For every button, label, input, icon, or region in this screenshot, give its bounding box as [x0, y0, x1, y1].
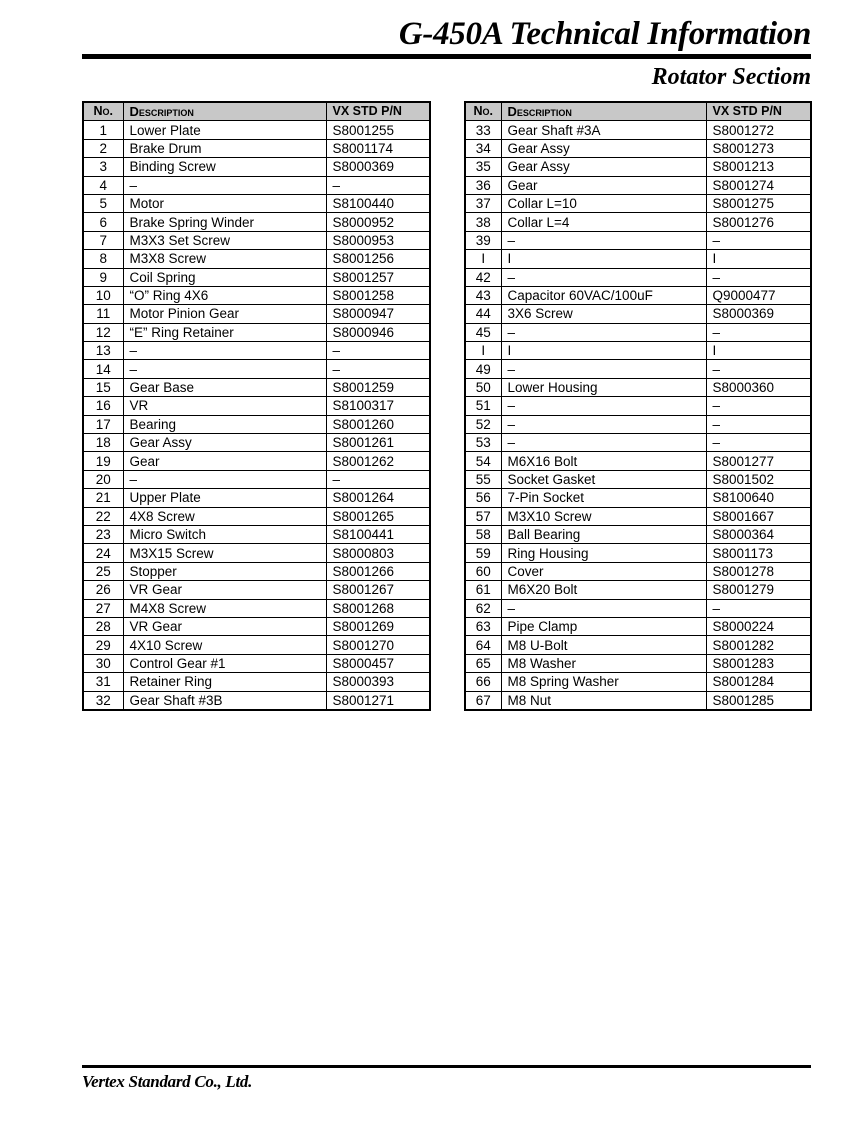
pn-cell: Q9000477 [706, 286, 811, 304]
part-number-cell: 39 [465, 231, 501, 249]
table-row [465, 176, 811, 194]
table-row [465, 342, 811, 360]
part-number-cell: 35 [465, 158, 501, 176]
part-number-cell: 13 [83, 342, 123, 360]
table-row [83, 617, 430, 635]
table-row [465, 158, 811, 176]
pn-cell: S8100640 [706, 489, 811, 507]
table-row [83, 489, 430, 507]
pn-cell: S8001275 [706, 194, 811, 212]
pn-cell: S8100441 [326, 525, 430, 543]
part-number-cell: 44 [465, 305, 501, 323]
pn-cell: S8001284 [706, 673, 811, 691]
description-cell: I [501, 342, 706, 360]
part-number-cell: 17 [83, 415, 123, 433]
table-row [465, 673, 811, 691]
pn-cell: – [706, 323, 811, 341]
table-row [465, 194, 811, 212]
part-number-cell: 9 [83, 268, 123, 286]
part-number-cell: 38 [465, 213, 501, 231]
part-number-cell: 62 [465, 599, 501, 617]
pn-cell: S8001259 [326, 378, 430, 396]
part-number-cell: 65 [465, 654, 501, 672]
description-cell: Gear Assy [501, 139, 706, 157]
pn-cell: S8000952 [326, 213, 430, 231]
pn-cell: S8001261 [326, 434, 430, 452]
part-number-cell: 10 [83, 286, 123, 304]
part-number-cell: 59 [465, 544, 501, 562]
description-cell: Motor [123, 194, 326, 212]
table-row [83, 286, 430, 304]
pn-cell: S8000946 [326, 323, 430, 341]
description-cell: Gear [123, 452, 326, 470]
table-row [465, 581, 811, 599]
part-number-cell: 20 [83, 470, 123, 488]
part-number-cell: 22 [83, 507, 123, 525]
description-cell: Upper Plate [123, 489, 326, 507]
part-number-cell: 54 [465, 452, 501, 470]
pn-cell: – [326, 470, 430, 488]
description-cell: – [501, 323, 706, 341]
part-number-cell: 4 [83, 176, 123, 194]
table-row [83, 415, 430, 433]
part-number-cell: 26 [83, 581, 123, 599]
pn-cell: S8000393 [326, 673, 430, 691]
part-number-cell: I [465, 250, 501, 268]
part-number-cell: 55 [465, 470, 501, 488]
part-number-cell: 27 [83, 599, 123, 617]
footer-rule [82, 1065, 811, 1068]
table-row [465, 139, 811, 157]
pn-cell: S8100317 [326, 397, 430, 415]
pn-cell: – [706, 268, 811, 286]
pn-cell: S8001270 [326, 636, 430, 654]
pn-cell: S8001260 [326, 415, 430, 433]
part-number-cell: 50 [465, 378, 501, 396]
table-row [465, 415, 811, 433]
part-number-cell: 1 [83, 121, 123, 139]
column-header-description: Description [501, 102, 706, 121]
part-number-cell: 24 [83, 544, 123, 562]
section-title: Rotator Sectiom [651, 64, 811, 90]
description-cell: M8 Washer [501, 654, 706, 672]
table-row [83, 158, 430, 176]
pn-cell: S8000457 [326, 654, 430, 672]
table-row [83, 397, 430, 415]
table-row [465, 470, 811, 488]
table-header-row [83, 102, 430, 121]
part-number-cell: 29 [83, 636, 123, 654]
description-cell: M8 U-Bolt [501, 636, 706, 654]
pn-cell: S8001273 [706, 139, 811, 157]
table-row [83, 250, 430, 268]
description-cell: – [501, 599, 706, 617]
header-rule [82, 54, 811, 59]
table-row [465, 434, 811, 452]
pn-cell: S8001268 [326, 599, 430, 617]
table-row [83, 636, 430, 654]
part-number-cell: 16 [83, 397, 123, 415]
description-cell: 3X6 Screw [501, 305, 706, 323]
description-cell: Ball Bearing [501, 525, 706, 543]
description-cell: Motor Pinion Gear [123, 305, 326, 323]
description-cell: – [501, 231, 706, 249]
table-row [83, 323, 430, 341]
part-number-cell: 23 [83, 525, 123, 543]
description-cell: Stopper [123, 562, 326, 580]
pn-cell: S8001262 [326, 452, 430, 470]
description-cell: – [123, 176, 326, 194]
description-cell: M8 Nut [501, 691, 706, 710]
table-row [465, 544, 811, 562]
table-row [83, 139, 430, 157]
description-cell: Gear Assy [501, 158, 706, 176]
description-cell: Retainer Ring [123, 673, 326, 691]
pn-cell: S8001265 [326, 507, 430, 525]
pn-cell: S8001272 [706, 121, 811, 139]
part-number-cell: 15 [83, 378, 123, 396]
pn-cell: S8001276 [706, 213, 811, 231]
description-cell: I [501, 250, 706, 268]
part-number-cell: 31 [83, 673, 123, 691]
table-row [83, 599, 430, 617]
table-row [83, 673, 430, 691]
table-row [83, 562, 430, 580]
part-number-cell: 11 [83, 305, 123, 323]
table-row [465, 636, 811, 654]
pn-cell: S8001269 [326, 617, 430, 635]
description-cell: 7-Pin Socket [501, 489, 706, 507]
table-row [465, 121, 811, 139]
part-number-cell: 6 [83, 213, 123, 231]
table-row [83, 360, 430, 378]
table-row [83, 342, 430, 360]
table-row [83, 525, 430, 543]
pn-cell: S8001255 [326, 121, 430, 139]
table-row [465, 452, 811, 470]
column-header-pn: VX STD P/N [706, 102, 811, 121]
part-number-cell: 32 [83, 691, 123, 710]
table-row [465, 305, 811, 323]
description-cell: VR Gear [123, 617, 326, 635]
part-number-cell: 45 [465, 323, 501, 341]
column-header-description: Description [123, 102, 326, 121]
description-cell: M4X8 Screw [123, 599, 326, 617]
part-number-cell: 25 [83, 562, 123, 580]
part-number-cell: 52 [465, 415, 501, 433]
description-cell: Cover [501, 562, 706, 580]
column-header-no: No. [83, 102, 123, 121]
pn-cell: S8001173 [706, 544, 811, 562]
table-row [465, 286, 811, 304]
description-cell: Socket Gasket [501, 470, 706, 488]
part-number-cell: 3 [83, 158, 123, 176]
table-row [465, 250, 811, 268]
part-number-cell: 58 [465, 525, 501, 543]
table-row [83, 470, 430, 488]
table-row [83, 231, 430, 249]
pn-cell: I [706, 342, 811, 360]
part-number-cell: 8 [83, 250, 123, 268]
part-number-cell: 2 [83, 139, 123, 157]
table-row [83, 691, 430, 710]
description-cell: VR [123, 397, 326, 415]
table-row [465, 323, 811, 341]
pn-cell: S8000803 [326, 544, 430, 562]
pn-cell: – [706, 397, 811, 415]
description-cell: Binding Screw [123, 158, 326, 176]
description-cell: – [123, 342, 326, 360]
part-number-cell: 36 [465, 176, 501, 194]
description-cell: Collar L=10 [501, 194, 706, 212]
part-number-cell: 61 [465, 581, 501, 599]
description-cell: Control Gear #1 [123, 654, 326, 672]
pn-cell: – [706, 599, 811, 617]
table-row [83, 654, 430, 672]
part-number-cell: I [465, 342, 501, 360]
part-number-cell: 51 [465, 397, 501, 415]
pn-cell: S8001174 [326, 139, 430, 157]
parts-table-left [82, 101, 431, 711]
pn-cell: S8001257 [326, 268, 430, 286]
pn-cell: S8001267 [326, 581, 430, 599]
pn-cell: – [706, 231, 811, 249]
part-number-cell: 18 [83, 434, 123, 452]
description-cell: Micro Switch [123, 525, 326, 543]
column-header-pn: VX STD P/N [326, 102, 430, 121]
table-row [83, 305, 430, 323]
description-cell: – [501, 268, 706, 286]
pn-cell: S8001274 [706, 176, 811, 194]
pn-cell: – [326, 176, 430, 194]
table-row [465, 231, 811, 249]
description-cell: Gear Shaft #3A [501, 121, 706, 139]
description-cell: “E” Ring Retainer [123, 323, 326, 341]
part-number-cell: 30 [83, 654, 123, 672]
description-cell: – [123, 470, 326, 488]
part-number-cell: 5 [83, 194, 123, 212]
part-number-cell: 21 [83, 489, 123, 507]
pn-cell: – [326, 360, 430, 378]
table-row [83, 176, 430, 194]
description-cell: Gear [501, 176, 706, 194]
pn-cell: S8001271 [326, 691, 430, 710]
table-row [83, 213, 430, 231]
description-cell: Gear Assy [123, 434, 326, 452]
table-row [83, 507, 430, 525]
pn-cell: S8000360 [706, 378, 811, 396]
part-number-cell: 12 [83, 323, 123, 341]
parts-table-right [464, 101, 812, 711]
part-number-cell: 33 [465, 121, 501, 139]
table-row [465, 654, 811, 672]
description-cell: M3X8 Screw [123, 250, 326, 268]
pn-cell: S8001277 [706, 452, 811, 470]
pn-cell: S8001278 [706, 562, 811, 580]
part-number-cell: 57 [465, 507, 501, 525]
table-row [465, 268, 811, 286]
table-row [465, 599, 811, 617]
part-number-cell: 37 [465, 194, 501, 212]
description-cell: Brake Spring Winder [123, 213, 326, 231]
company-name: Vertex Standard Co., Ltd. [82, 1072, 253, 1091]
table-row [465, 489, 811, 507]
pn-cell: S8001282 [706, 636, 811, 654]
pn-cell: S8001283 [706, 654, 811, 672]
pn-cell: S8001285 [706, 691, 811, 710]
description-cell: – [123, 360, 326, 378]
pn-cell: S8000369 [326, 158, 430, 176]
description-cell: Gear Shaft #3B [123, 691, 326, 710]
pn-cell: S8001266 [326, 562, 430, 580]
description-cell: Bearing [123, 415, 326, 433]
pn-cell: S8001256 [326, 250, 430, 268]
part-number-cell: 53 [465, 434, 501, 452]
table-row [465, 397, 811, 415]
pn-cell: S8001279 [706, 581, 811, 599]
description-cell: M8 Spring Washer [501, 673, 706, 691]
part-number-cell: 19 [83, 452, 123, 470]
description-cell: M3X10 Screw [501, 507, 706, 525]
table-row [83, 581, 430, 599]
part-number-cell: 49 [465, 360, 501, 378]
pn-cell: – [706, 415, 811, 433]
table-row [465, 617, 811, 635]
description-cell: M3X15 Screw [123, 544, 326, 562]
pn-cell: S8000224 [706, 617, 811, 635]
description-cell: VR Gear [123, 581, 326, 599]
description-cell: Coil Spring [123, 268, 326, 286]
pn-cell: – [706, 360, 811, 378]
description-cell: Lower Housing [501, 378, 706, 396]
description-cell: Capacitor 60VAC/100uF [501, 286, 706, 304]
description-cell: Collar L=4 [501, 213, 706, 231]
table-row [465, 378, 811, 396]
description-cell: – [501, 415, 706, 433]
description-cell: Pipe Clamp [501, 617, 706, 635]
description-cell: M3X3 Set Screw [123, 231, 326, 249]
pn-cell: – [326, 342, 430, 360]
part-number-cell: 34 [465, 139, 501, 157]
page-title: G-450A Technical Information [398, 16, 811, 52]
description-cell: Lower Plate [123, 121, 326, 139]
part-number-cell: 63 [465, 617, 501, 635]
table-row [465, 507, 811, 525]
table-header-row [465, 102, 811, 121]
table-row [83, 434, 430, 452]
pn-cell: S8001213 [706, 158, 811, 176]
part-number-cell: 64 [465, 636, 501, 654]
pn-cell: I [706, 250, 811, 268]
description-cell: Gear Base [123, 378, 326, 396]
pn-cell: S8000364 [706, 525, 811, 543]
part-number-cell: 28 [83, 617, 123, 635]
description-cell: M6X20 Bolt [501, 581, 706, 599]
description-cell: – [501, 360, 706, 378]
pn-cell: S8001667 [706, 507, 811, 525]
description-cell: 4X10 Screw [123, 636, 326, 654]
column-header-no: No. [465, 102, 501, 121]
pn-cell: S8001502 [706, 470, 811, 488]
table-row [83, 544, 430, 562]
pn-cell: S8000369 [706, 305, 811, 323]
pn-cell: S8001264 [326, 489, 430, 507]
part-number-cell: 60 [465, 562, 501, 580]
part-number-cell: 66 [465, 673, 501, 691]
table-row [465, 213, 811, 231]
table-row [465, 562, 811, 580]
description-cell: 4X8 Screw [123, 507, 326, 525]
part-number-cell: 56 [465, 489, 501, 507]
description-cell: – [501, 434, 706, 452]
table-row [83, 452, 430, 470]
table-row [83, 378, 430, 396]
pn-cell: S8000953 [326, 231, 430, 249]
table-row [465, 525, 811, 543]
part-number-cell: 7 [83, 231, 123, 249]
table-row [465, 360, 811, 378]
table-row [83, 194, 430, 212]
part-number-cell: 42 [465, 268, 501, 286]
table-row [83, 268, 430, 286]
description-cell: – [501, 397, 706, 415]
table-row [83, 121, 430, 139]
description-cell: Ring Housing [501, 544, 706, 562]
description-cell: Brake Drum [123, 139, 326, 157]
description-cell: “O” Ring 4X6 [123, 286, 326, 304]
pn-cell: S8100440 [326, 194, 430, 212]
pn-cell: S8000947 [326, 305, 430, 323]
description-cell: M6X16 Bolt [501, 452, 706, 470]
part-number-cell: 14 [83, 360, 123, 378]
pn-cell: S8001258 [326, 286, 430, 304]
part-number-cell: 43 [465, 286, 501, 304]
table-row [465, 691, 811, 710]
part-number-cell: 67 [465, 691, 501, 710]
pn-cell: – [706, 434, 811, 452]
